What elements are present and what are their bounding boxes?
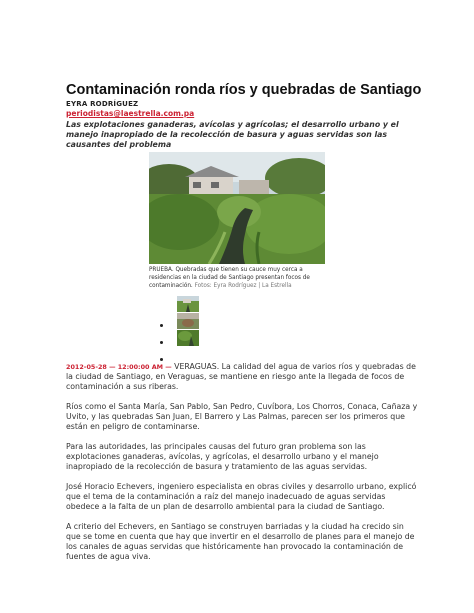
paragraph-1 bbox=[66, 362, 418, 392]
photo-credit: Fotos: Eyra Rodríguez | La Estrella bbox=[194, 283, 292, 289]
gallery-thumbnail[interactable] bbox=[177, 330, 199, 346]
bullet-icon bbox=[160, 358, 163, 361]
paragraph-5: A criterio del Echevers, en Santiago se construyen barriadas y la ciudad ha crecido sin que se tome en cuenta que hay que invertir en el desarrollo de planes para el manejo de los canales de aguas servidas que históricamente han provocado la contaminación de fuentes de agua viva. bbox=[66, 522, 415, 561]
photo-gallery-list bbox=[160, 296, 220, 347]
paragraph-4: José Horacio Echevers, ingeniero especialista en obras civiles y desarrollo urbano, explicó que el tema de la contaminación a raíz del manejo inadecuado de aguas servidas obedece a la falta de un plan de desarrollo ambiental para la ciudad de Santiago. bbox=[66, 482, 417, 511]
author-email-link[interactable]: periodistas@laestrella.com.pa bbox=[66, 109, 195, 118]
article-photo bbox=[149, 152, 325, 264]
gallery-item[interactable] bbox=[160, 330, 220, 346]
gallery-item[interactable] bbox=[160, 296, 220, 312]
paragraph-1-text: VERAGUAS. La calidad del agua de varios ríos y quebradas de la ciudad de Santiago, en Veraguas, se mantiene en riesgo ante la llegada de focos de contaminación a sus riberas. bbox=[66, 362, 416, 391]
photo-caption-block bbox=[149, 266, 333, 290]
gallery-thumbnail[interactable] bbox=[177, 313, 199, 329]
paragraph-2: Ríos como el Santa María, San Pablo, San Pedro, Cuvíbora, Los Chorros, Conaca, Cañaza y Uvito, y las quebradas San Juan, El Barrero y Las Palmas, parecen ser los primeros que están en peligro de contaminarse. bbox=[66, 402, 418, 431]
gallery-thumbnail[interactable] bbox=[177, 296, 199, 312]
photo-caption: PRUEBA. Quebradas que tienen su cauce muy cerca a residencias en la ciudad de Santiago presentan focos de contaminación. bbox=[149, 267, 310, 289]
gallery-item[interactable] bbox=[160, 313, 220, 329]
article-lede: Las explotaciones ganaderas, avícolas y agrícolas; el desarrollo urbano y el manejo inapropiado de la recolección de basura y aguas servidas son las causantes del problema bbox=[66, 120, 399, 149]
paragraph-3: Para las autoridades, las principales causas del futuro gran problema son las explotaciones ganaderas, avícolas, y agrícolas, el desarrollo urbano y el manejo inapropiado de la recolección de basura y tratamiento de las aguas servidas. bbox=[66, 442, 379, 471]
article-dateline: 2012-05-28 — 12:00:00 AM — bbox=[66, 363, 172, 371]
article-body bbox=[66, 362, 418, 572]
article-title: Contaminación ronda ríos y quebradas de Santiago bbox=[66, 82, 422, 98]
author-name: EYRA RODRÍGUEZ bbox=[66, 100, 139, 108]
